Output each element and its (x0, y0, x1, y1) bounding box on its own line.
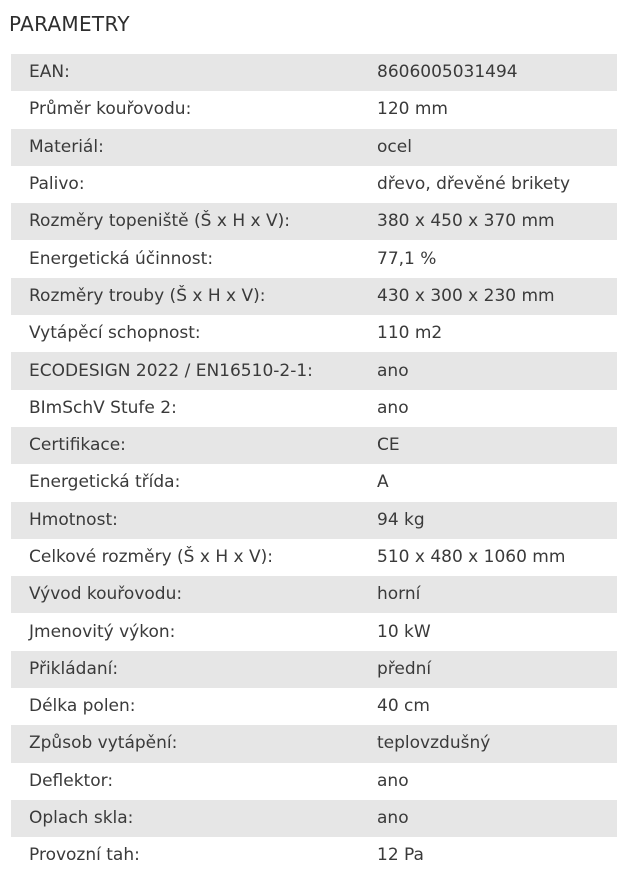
table-row (11, 464, 617, 501)
table-row (11, 576, 617, 613)
table-row (11, 240, 617, 277)
param-value: 120 mm (377, 99, 448, 120)
param-label: Rozměry trouby (Š x H x V): (29, 285, 266, 306)
table-row (11, 352, 617, 389)
param-label: Energetická účinnost: (29, 248, 214, 269)
table-row (11, 539, 617, 576)
param-label: Jmenovitý výkon: (29, 621, 176, 642)
table-row (11, 800, 617, 837)
param-label: ECODESIGN 2022 / EN16510-2-1: (29, 360, 313, 381)
table-row (11, 725, 617, 762)
param-value: přední (377, 658, 432, 679)
param-value: ano (377, 397, 409, 418)
param-value: ano (377, 808, 409, 829)
param-value: 94 kg (377, 509, 425, 530)
section-heading: PARAMETRY (9, 12, 130, 36)
param-label: Provozní tah: (29, 845, 140, 866)
param-label: Způsob vytápění: (29, 733, 178, 754)
table-row (11, 502, 617, 539)
param-value: 12 Pa (377, 845, 424, 866)
param-label: Materiál: (29, 136, 104, 157)
param-label: Rozměry topeniště (Š x H x V): (29, 211, 290, 232)
table-row (11, 837, 617, 874)
parameters-table (11, 54, 617, 875)
param-value: ano (377, 770, 409, 791)
table-row (11, 54, 617, 91)
table-row (11, 390, 617, 427)
param-label: Oplach skla: (29, 808, 134, 829)
param-value: ano (377, 360, 409, 381)
param-value: 110 m2 (377, 323, 443, 344)
param-label: Palivo: (29, 174, 85, 195)
table-row (11, 427, 617, 464)
table-row (11, 688, 617, 725)
table-row (11, 129, 617, 166)
param-label: Energetická třída: (29, 472, 181, 493)
param-value: A (377, 472, 389, 493)
param-value: 380 x 450 x 370 mm (377, 211, 555, 232)
table-row (11, 166, 617, 203)
param-label: Přikládaní: (29, 658, 119, 679)
param-label: Délka polen: (29, 696, 136, 717)
param-value: CE (377, 435, 400, 456)
param-label: Vývod kouřovodu: (29, 584, 183, 605)
table-row (11, 613, 617, 650)
param-value: 430 x 300 x 230 mm (377, 285, 555, 306)
table-row (11, 763, 617, 800)
param-label: Vytápěcí schopnost: (29, 323, 201, 344)
table-row (11, 651, 617, 688)
param-value: 40 cm (377, 696, 430, 717)
param-label: BImSchV Stufe 2: (29, 397, 177, 418)
param-value: 77,1 % (377, 248, 437, 269)
param-label: Deflektor: (29, 770, 114, 791)
param-label: Hmotnost: (29, 509, 118, 530)
table-row (11, 203, 617, 240)
param-value: dřevo, dřevěné brikety (377, 174, 571, 195)
param-value: ocel (377, 136, 412, 157)
param-label: Průměr kouřovodu: (29, 99, 192, 120)
param-label: Certifikace: (29, 435, 126, 456)
param-value: horní (377, 584, 421, 605)
param-value: 510 x 480 x 1060 mm (377, 547, 566, 567)
table-row (11, 315, 617, 352)
param-value: 8606005031494 (377, 62, 518, 83)
param-value: 10 kW (377, 621, 431, 642)
table-row (11, 91, 617, 128)
table-row (11, 278, 617, 315)
param-label: EAN: (29, 62, 70, 83)
param-label: Celkové rozměry (Š x H x V): (29, 547, 273, 567)
parameters-table-body (11, 54, 617, 875)
param-value: teplovzdušný (377, 733, 491, 754)
